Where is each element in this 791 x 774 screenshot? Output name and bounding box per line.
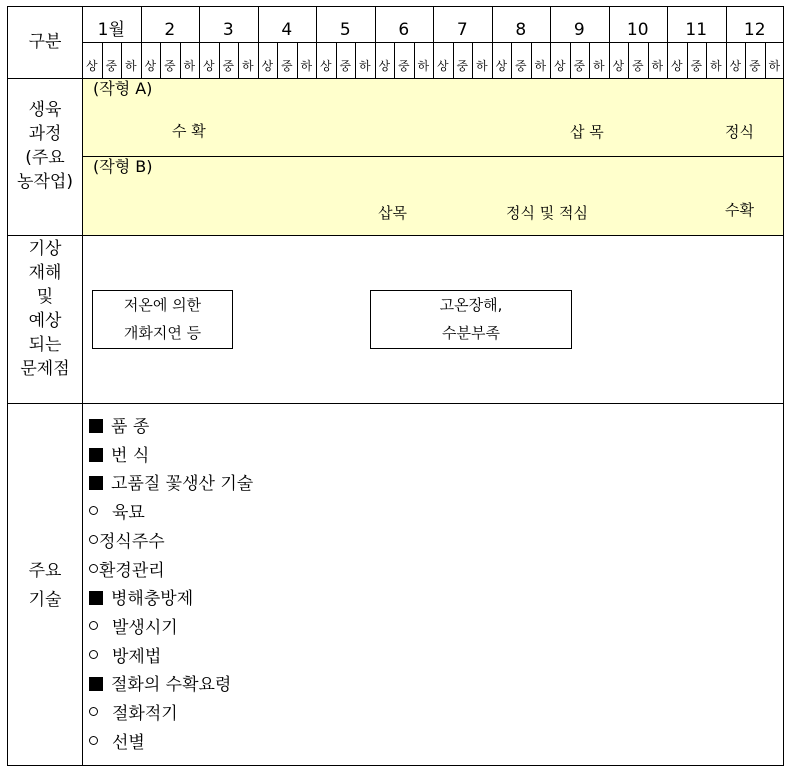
weather-note-line: 개화지연 등 [123,324,202,342]
period-header: 하 [534,59,547,73]
weather-header-line: 되는 [28,335,62,355]
period-divider [180,42,181,78]
schedule-table [7,6,784,766]
square-bullet-icon [89,419,103,433]
tech-header-line: 기술 [28,590,62,610]
type-a-label: (작형 A) [93,79,153,98]
period-divider [277,42,278,78]
type-b-planting: 정식 및 적심 [506,204,588,222]
period-divider [648,42,649,78]
month-divider [492,6,493,78]
month-header: 10 [626,20,649,40]
period-header: 중 [748,59,761,73]
month-header: 3 [222,20,234,40]
table-border-left [7,6,8,766]
tech-item-text: 병해충방제 [111,589,194,609]
month-divider [199,6,200,78]
period-header: 상 [495,59,508,73]
tech-item-text: 정식주수 [99,532,165,552]
period-header: 중 [280,59,293,73]
period-header: 하 [417,59,430,73]
tech-item-text: 육묘 [112,503,145,523]
square-bullet-icon [89,591,103,605]
tech-item-text: 환경관리 [99,561,165,581]
month-header: 5 [339,20,351,40]
period-header: 하 [124,59,137,73]
period-header: 하 [592,59,605,73]
tech-item [89,505,145,522]
period-header: 중 [222,59,235,73]
month-header: 12 [743,20,766,40]
month-header: 8 [515,20,527,40]
period-header: 상 [85,59,98,73]
period-divider [394,42,395,78]
month-divider [258,6,259,78]
month-header: 6 [398,20,410,40]
weather-bottom-line [7,403,784,404]
period-divider [297,42,298,78]
period-header: 하 [475,59,488,73]
period-divider [531,42,532,78]
tech-item-text: 번 식 [111,446,150,466]
growth-header-line: 생육 [28,100,62,120]
circle-bullet-icon [89,707,98,716]
tech-item [89,448,149,465]
period-header: 중 [573,59,586,73]
month-header: 4 [281,20,293,40]
period-divider [745,42,746,78]
period-divider [102,42,103,78]
weather-header-line: 문제점 [20,359,70,379]
header-bottom-line [7,78,784,79]
circle-bullet-icon [89,506,98,515]
tech-item [89,677,231,694]
tech-item-text: 절화의 수확요령 [111,675,232,695]
period-header: 상 [144,59,157,73]
header-label: 구분 [28,32,62,52]
type-a-cutting: 삽 목 [570,123,604,141]
tech-item [89,735,145,752]
period-divider [355,42,356,78]
period-divider [472,42,473,78]
square-bullet-icon [89,677,103,691]
tech-item-text: 발생시기 [112,618,178,638]
month-divider [141,6,142,78]
period-header: 상 [378,59,391,73]
type-b-cutting: 삽목 [378,204,407,222]
period-header: 상 [202,59,215,73]
tech-item-text: 절화적기 [112,704,178,724]
growth-header-line: 과정 [28,124,62,144]
period-header: 상 [553,59,566,73]
period-header: 하 [358,59,371,73]
tech-header-line: 주요 [28,561,62,581]
table-border-right [783,6,784,766]
period-divider [453,42,454,78]
circle-bullet-icon [89,621,98,630]
period-divider [121,42,122,78]
growth-band-a [83,79,784,156]
tech-header [7,557,83,615]
weather-header-line: 기상 [28,239,62,259]
period-divider [570,42,571,78]
weather-header-line: 및 [36,287,54,307]
period-header: 하 [768,59,781,73]
period-header: 상 [670,59,683,73]
weather-header-line: 예상 [28,311,62,331]
month-divider [433,6,434,78]
period-header: 중 [690,59,703,73]
period-header: 하 [300,59,313,73]
weather-note-line: 고온장해, [439,296,503,314]
period-header: 상 [319,59,332,73]
period-header: 중 [456,59,469,73]
period-divider [687,42,688,78]
circle-bullet-icon [89,535,98,544]
type-b-harvest: 수확 [725,201,754,219]
period-divider [336,42,337,78]
period-header: 하 [183,59,196,73]
square-bullet-icon [89,476,103,490]
period-divider [706,42,707,78]
period-header: 하 [709,59,722,73]
tech-item-text: 선별 [112,733,145,753]
weather-note-line: 저온에 의한 [123,296,202,314]
weather-note-line: 수분부족 [442,324,500,342]
tech-item [89,591,193,608]
growth-bottom-line [7,235,784,236]
type-divider-line [82,156,784,157]
growth-header-line: 농작업) [17,172,73,192]
period-header: 하 [651,59,664,73]
month-divider [316,6,317,78]
period-header: 상 [436,59,449,73]
period-divider [414,42,415,78]
growth-header [7,98,83,194]
tech-item [89,563,165,580]
period-header: 중 [105,59,118,73]
weather-note-low-temp [92,290,233,349]
tech-item [89,706,178,723]
circle-bullet-icon [89,564,98,573]
month-divider [726,6,727,78]
tech-item-text: 품 종 [111,417,150,437]
period-header: 상 [261,59,274,73]
weather-header [7,237,83,381]
period-header: 중 [631,59,644,73]
period-header: 중 [397,59,410,73]
growth-header-line: (주요 [25,148,65,168]
month-divider [550,6,551,78]
month-divider [375,6,376,78]
circle-bullet-icon [89,736,98,745]
tech-item-text: 방제법 [112,647,162,667]
month-header: 7 [456,20,468,40]
month-header: 9 [573,20,585,40]
column-divider [82,6,83,766]
period-divider [238,42,239,78]
type-b-label: (작형 B) [93,157,153,176]
period-divider [219,42,220,78]
weather-note-high-temp [370,290,572,349]
month-divider [667,6,668,78]
period-header: 상 [612,59,625,73]
period-header: 중 [339,59,352,73]
type-a-planting: 정식 [725,123,754,141]
weather-header-line: 재해 [28,263,62,283]
period-divider [160,42,161,78]
period-divider [765,42,766,78]
tech-item [89,419,149,436]
month-header: 11 [685,20,708,40]
circle-bullet-icon [89,650,98,659]
growth-band-b [83,157,784,235]
table-border-bottom [7,765,784,766]
tech-item [89,534,165,551]
square-bullet-icon [89,448,103,462]
period-divider [589,42,590,78]
month-divider [609,6,610,78]
period-header: 상 [729,59,742,73]
tech-item [89,649,161,666]
type-a-harvest: 수 확 [172,122,206,140]
tech-item-text: 고품질 꽃생산 기술 [111,474,254,494]
period-header: 하 [241,59,254,73]
tech-item [89,620,178,637]
tech-item [89,476,253,493]
period-header: 중 [514,59,527,73]
period-header: 중 [163,59,176,73]
period-divider [511,42,512,78]
month-header: 2 [164,20,176,40]
period-divider [628,42,629,78]
month-header: 1월 [97,20,125,40]
